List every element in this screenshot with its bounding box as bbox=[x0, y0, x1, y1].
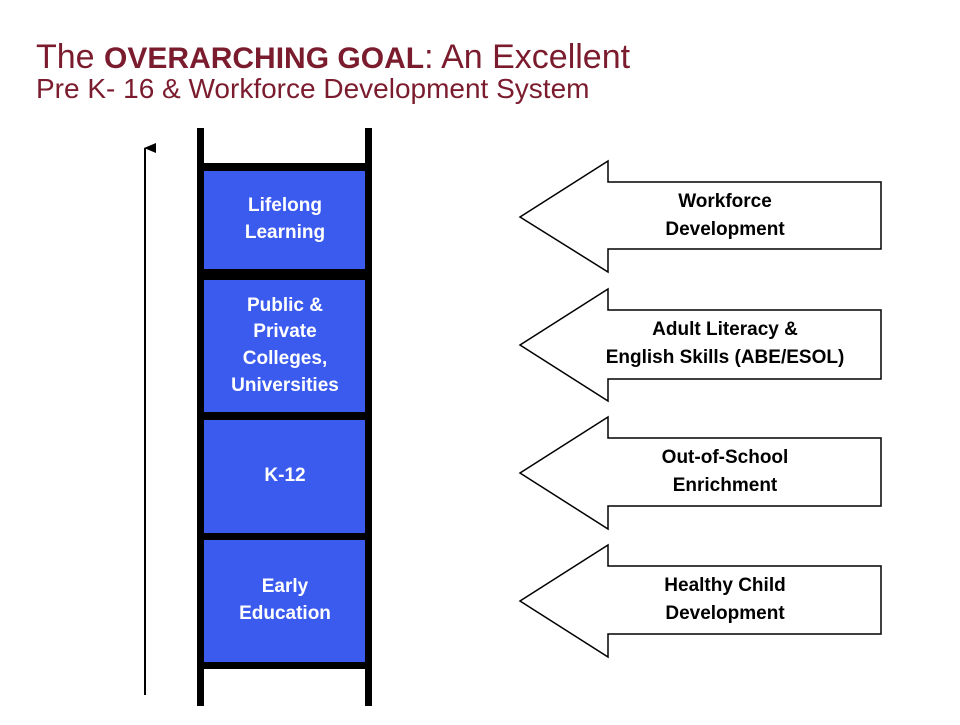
title-line-2: Pre K- 16 & Workforce Development System bbox=[36, 73, 590, 104]
arrow-label-adult-literacy: Adult Literacy & English Skills (ABE/ESOL) bbox=[605, 319, 845, 368]
rung-label-colleges-universities: Public & Private Colleges, Universities bbox=[231, 294, 339, 396]
ladder-crossbar bbox=[198, 533, 372, 540]
title-suffix: : An Excellent bbox=[424, 38, 631, 76]
title-prefix: The bbox=[36, 38, 105, 76]
ladder-crossbar bbox=[198, 269, 372, 280]
arrow-label-healthy-child: Healthy Child Development bbox=[664, 575, 786, 624]
arrow-label-workforce-development: Workforce Development bbox=[665, 191, 785, 240]
title-emphasis: OVERARCHING GOAL bbox=[104, 42, 425, 75]
rung-label-k12: K-12 bbox=[264, 465, 306, 487]
ladder-crossbar bbox=[198, 662, 372, 669]
rung-label-lifelong-learning: Lifelong Learning bbox=[244, 195, 326, 243]
ladder-crossbar bbox=[198, 412, 372, 420]
rung-label-early-education: Early Education bbox=[239, 576, 331, 624]
arrow-label-out-of-school: Out-of-School Enrichment bbox=[661, 447, 789, 496]
ladder-crossbar bbox=[198, 163, 372, 171]
